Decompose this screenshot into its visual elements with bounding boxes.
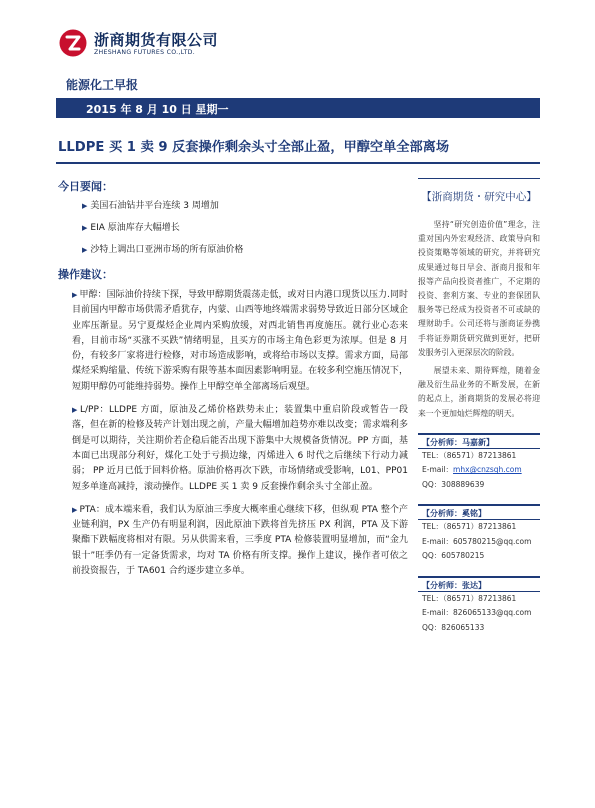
news-item-text: 沙特上调出口亚洲市场的所有原油价格 xyxy=(90,245,244,255)
today-news-title: 今日要闻： xyxy=(58,180,113,193)
advice-pta-text: PTA：成本端来看，我们认为原油三季度大概率重心继续下移，但纵观 PTA 整个产业链利润，PX 生产仍有明显利润，因此原油下跌将首先挤压 PX 利润，PTA 及下游聚酯下跌幅度将相对有限。另从供需来看，三季度 PTA 检修装置明显增加，而“金九银十”旺季仍有一定备货需求，均对 TA 价格有所支撑。操作上建议，操作者可依之前投资报告，于 TA601 合约逐步建立多单。 xyxy=(72,504,408,577)
sidebar-intro: 坚持“研究创造价值”理念，注重对国内外宏观经济、政策导向和投资策略等领域的研究，并将研究成果通过每日早会、浙商月报和年报等产品向投资者推广，不定期的投资、套利方案、专业的套保团队服务等已经成为投资者不可或缺的理财助手。公司还将与浙商证券携手将证券期货研究做到更好，把研发服务引入更深层次的阶段。 xyxy=(418,220,540,357)
news-item-text: 美国石油钻井平台连续 3 周增加 xyxy=(90,201,219,211)
arrow-bullet-icon: ▶ xyxy=(82,246,88,254)
analyst-qq: QQ：605780215 xyxy=(422,551,485,561)
arrow-bullet-icon: ▶ xyxy=(72,291,78,299)
sidebar-title: 【浙商期货・研究中心】 xyxy=(418,178,540,210)
analyst-email-row xyxy=(418,535,540,550)
analyst-tel: TEL：（86571）87213861 xyxy=(422,522,517,532)
analyst-email: 826065133@qq.com xyxy=(453,608,532,618)
today-news-list xyxy=(82,200,408,257)
date-bar xyxy=(56,98,540,118)
arrow-bullet-icon: ▶ xyxy=(82,224,88,232)
news-item-text: EIA 原油库存大幅增长 xyxy=(90,223,180,233)
email-label: E-mail： xyxy=(422,536,454,546)
analyst-qq: QQ：308889639 xyxy=(422,479,485,489)
list-item xyxy=(82,222,408,235)
email-label: E-mail： xyxy=(422,608,454,618)
analyst-email-row xyxy=(418,606,540,621)
sidebar xyxy=(418,178,540,635)
analyst-card xyxy=(418,433,540,493)
analyst-tel: TEL：（86571）87213861 xyxy=(422,593,517,603)
analyst-header: 【分析师：张达】 xyxy=(418,576,540,592)
email-label: E-mail： xyxy=(422,465,454,475)
main-column xyxy=(58,178,408,587)
advice-title: 操作建议： xyxy=(58,268,113,281)
analyst-tel: TEL：（86571）87213861 xyxy=(422,450,517,460)
company-logo xyxy=(58,24,258,66)
advice-lpp xyxy=(58,403,408,495)
list-item xyxy=(82,244,408,257)
report-date: 2015 年 8 月 10 日 星期一 xyxy=(86,103,229,116)
zheshang-logo-icon xyxy=(58,28,88,58)
analyst-card xyxy=(418,504,540,564)
arrow-bullet-icon: ▶ xyxy=(72,406,78,415)
company-name-cn: 浙商期货有限公司 xyxy=(94,31,219,49)
analyst-header: 【分析师：马嘉新】 xyxy=(418,433,540,449)
company-name-en: ZHESHANG FUTURES CO.,LTD. xyxy=(94,49,195,56)
analyst-header: 【分析师：奚铭】 xyxy=(418,504,540,520)
arrow-bullet-icon: ▶ xyxy=(82,202,88,210)
analyst-card xyxy=(418,576,540,636)
list-item xyxy=(82,200,408,213)
sidebar-intro: 展望未来、期待辉煌，随着金融及衍生品业务的不断发展，在新的起点上，浙商期货的发展必将迎来一个更加灿烂辉煌的明天。 xyxy=(418,366,540,418)
analyst-email: 605780215@qq.com xyxy=(453,536,532,546)
analyst-email-row xyxy=(418,463,540,478)
advice-pta xyxy=(58,503,408,579)
arrow-bullet-icon: ▶ xyxy=(72,505,78,514)
headline-divider xyxy=(56,162,540,164)
report-headline: LLDPE 买 1 卖 9 反套操作剩余头寸全部止盈，甲醇空单全部离场 xyxy=(58,140,450,155)
advice-methanol-text: 甲醇：国际油价持续下探，导致甲醇期货震荡走低，或对日内港口现货以压力.同时目前国内甲醇市场供需矛盾犹存，内蒙、山西等地终端需求弱势导致近日部分区域企业库压渐显。另宁夏煤烃企业周内采购放缓，对西北销售再度施压。就行业心态来看，目前市场“买涨不买跌”情绪明显，且买方的市场主角色彩更为浓厚。但是 8 月份，有较多厂家将进行检修，对市场造成影响，或将给市场以支撑。需求方面，局部煤烃采购缩量、传统下游采购有限等基本面因素影响明显。在较多利空施压情况下，短期甲醇仍可能维持弱势。操作上甲醇空单全部离场后观望。 xyxy=(72,290,408,392)
analyst-qq: QQ：826065133 xyxy=(422,622,485,632)
advice-methanol xyxy=(58,288,408,395)
report-type: 能源化工早报 xyxy=(66,78,139,92)
analyst-email-link[interactable]: mhx@cnzsqh.com xyxy=(453,465,522,475)
advice-lpp-text: L/PP：LLDPE 方面，原油及乙烯价格跌势未止；装置集中重启阶段或暂告一段落，但在新的检修及转产计划出现之前，产量大幅增加趋势亦难以改变；需求端利多倒是可以期待，关注期价若企稳后能否出现下游集中大规模备货情况。PP 方面，基本面已出现部分利好，煤化工处于亏损边缘，丙烯进入 6 时代之后继续下行动力减弱； PP 近月已低于回料价格。原油价格再次下跌，市场情绪或受影响，L01、PP01 短多单逢高减持，滚动操作。LLDPE 买 1 卖 9 反套操作剩余头寸全部止盈。 xyxy=(72,405,408,492)
